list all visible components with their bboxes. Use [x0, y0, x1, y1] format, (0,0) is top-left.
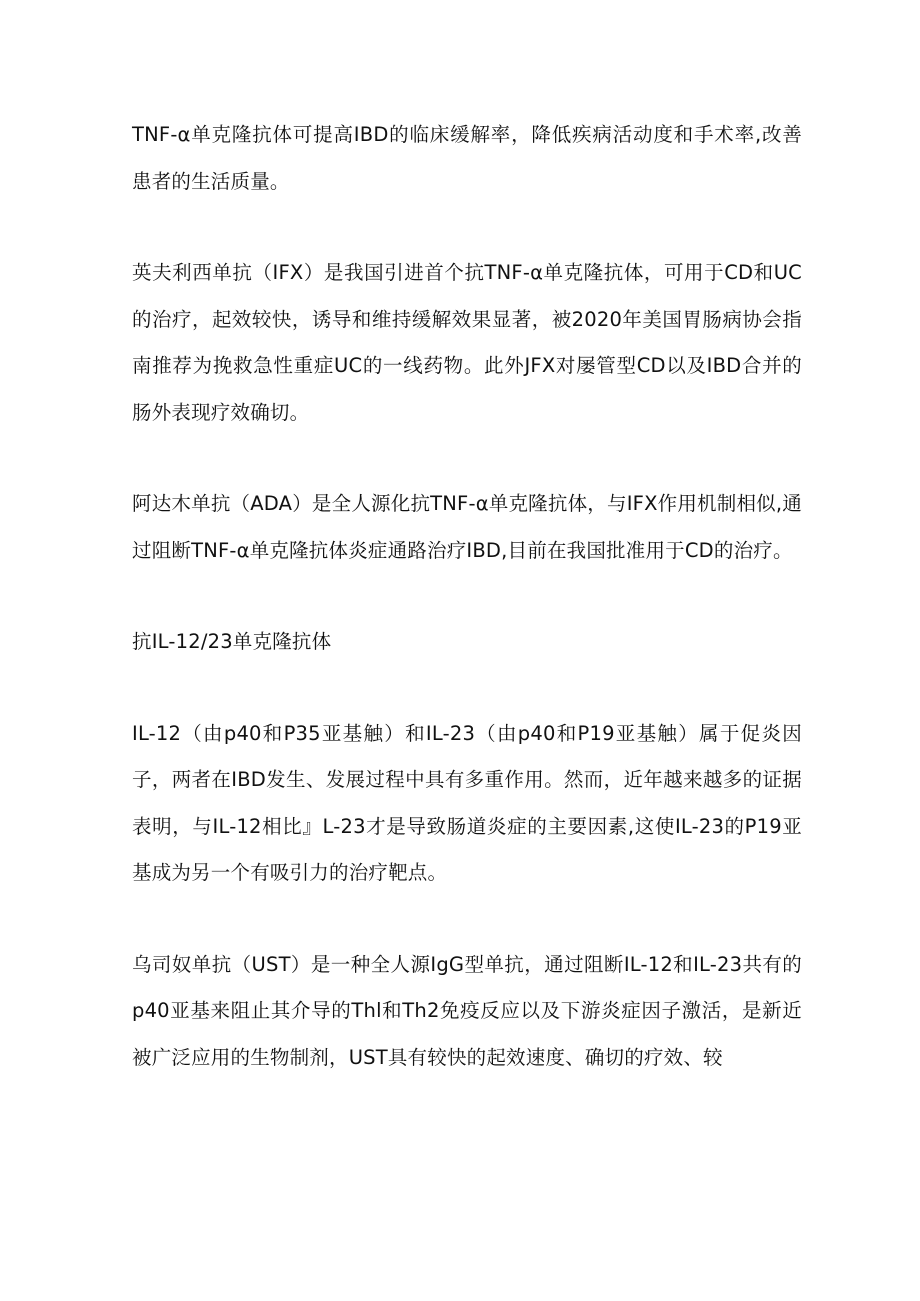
- paragraph-adalimumab: 阿达木单抗（ADA）是全人源化抗TNF-α单克隆抗体，与IFX作用机制相似,通过阻断TNF-α单克隆抗体炎症通路治疗IBD,目前在我国批准用于CD的治疗。: [132, 492, 802, 562]
- paragraph-infliximab: 英夫利西单抗（IFX）是我国引进首个抗TNF-α单克隆抗体，可用于CD和UC的治疗，起效较快，诱导和维持缓解效果显著，被2020年美国胃肠病协会指南推荐为挽救急性重症UC的一线药物。此外JFX对屡管型CD以及IBD合并的肠外表现疗效确切。: [132, 261, 802, 424]
- document-page: [132, 112, 802, 1081]
- paragraph-ustekinumab: 乌司奴单抗（UST）是一种全人源IgG型单抗，通过阻断IL-12和IL-23共有的p40亚基来阻止其介导的Thl和Th2免疫反应以及下游炎症因子激活，是新近被广泛应用的生物制剂，UST具有较快的起效速度、确切的疗效、较: [132, 952, 802, 1069]
- section-heading-il-12-23: 抗IL-12/23单克隆抗体: [132, 630, 332, 653]
- paragraph-il-12-il-23: IL-12（由p40和P35亚基触）和IL-23（由p40和P19亚基触）属于促炎因子，两者在IBD发生、发展过程中具有多重作用。然而，近年越来越多的证据表明，与IL-12相比』L-23才是导致肠道炎症的主要因素,这使IL-23的P19亚基成为另一个有吸引力的治疗靶点。: [132, 721, 802, 884]
- paragraph-tnf-alpha-intro: TNF-α单克隆抗体可提高IBD的临床缓解率，降低疾病活动度和手术率,改善患者的生活质量。: [132, 123, 802, 193]
